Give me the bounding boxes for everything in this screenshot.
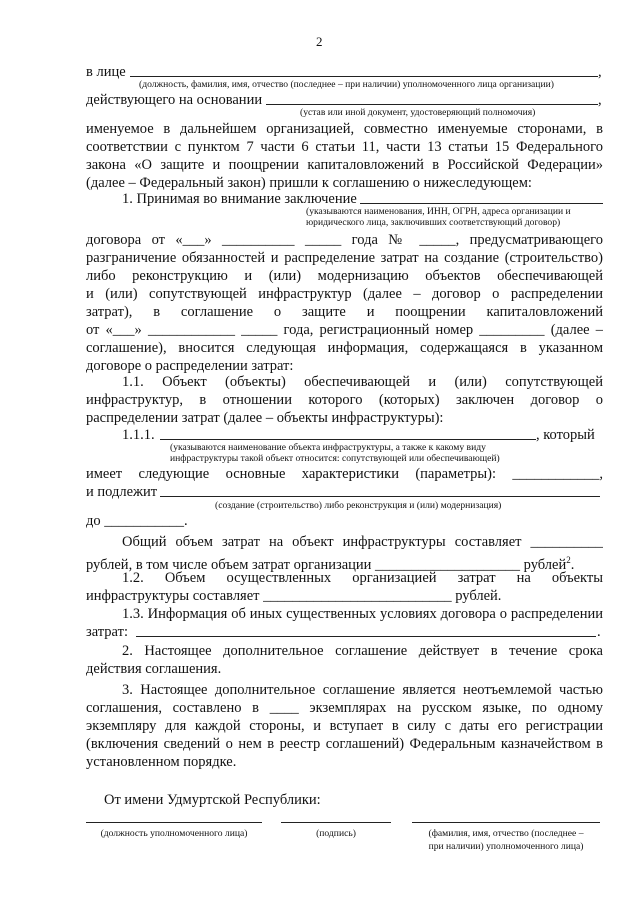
name-line	[412, 822, 600, 823]
represented-by-line	[130, 76, 598, 77]
p1-conclusion-line	[360, 203, 603, 204]
p3-line-4: (включения сведений о нем в реестр соглашений) Федеральным казначейством в	[86, 736, 603, 752]
p11-line-2: инфраструктур, в отношении которого (которых) заключен договор о	[86, 392, 603, 408]
intro-line-2: соответствии с пунктом 7 части 6 статьи 11, части 13 статьи 15 Федерального	[86, 139, 603, 155]
intro-line-1: именуемое в дальнейшем организацией, совместно именуемые сторонами, в	[86, 121, 603, 137]
p1-line-1: договора от «___» __________ _____ года № _____, предусматривающего	[86, 232, 603, 248]
represented-by-hint: (должность, фамилия, имя, отчество (последнее – при наличии) уполномоченного лица организации)	[139, 79, 554, 90]
p1-line-4: и (или) сопутствующей инфраструктур (далее – договор о распределении	[86, 286, 603, 302]
p111-until: до ___________.	[86, 513, 188, 529]
p1-line-7: соглашение), вносится следующая информация, содержащаяся в указанном	[86, 340, 603, 356]
page-number: 2	[316, 34, 323, 49]
p111-subject-line	[160, 496, 600, 497]
p111-hint-1: (указываются наименование объекта инфраструктуры, а также к какому виду	[170, 442, 486, 453]
on-behalf-label: От имени Удмуртской Республики:	[104, 792, 321, 808]
p13-line-2: затрат:	[86, 624, 128, 640]
p111-hint-2: инфраструктуры такой объект относится: сопутствующей или обеспечивающей)	[170, 453, 500, 464]
p111-subject-hint: (создание (строительство) либо реконструкция и (или) модернизация)	[215, 500, 502, 511]
represented-by-comma: ,	[598, 64, 602, 80]
p111-tail: , который	[536, 427, 595, 443]
represented-by-label: в лице	[86, 64, 126, 80]
p13-line-1: 1.3. Информация об иных существенных условиях договора о распределении	[122, 606, 603, 622]
p1-line-8: договоре о распределении затрат:	[86, 358, 294, 374]
p11-line-1: 1.1. Объект (объекты) обеспечивающей и (или) сопутствующей	[122, 374, 603, 390]
p13-line-2-end: .	[597, 624, 601, 640]
intro-line-4: (далее – Федеральный закон) пришли к соглашению о нижеследующем:	[86, 175, 532, 191]
p111-lead: 1.1.1.	[122, 427, 155, 443]
total-line-1: Общий объем затрат на объект инфраструктуры составляет __________	[122, 534, 603, 550]
p11-line-3: распределении затрат (далее – объекты инфраструктуры):	[86, 410, 444, 426]
p3-line-1: 3. Настоящее дополнительное соглашение является неотъемлемой частью	[122, 682, 603, 698]
position-line	[86, 822, 262, 823]
p3-line-3: экземпляру для каждой стороны, и вступает в силу с даты его регистрации	[86, 718, 603, 734]
p1-line-5: затрат), в соглашение о защите и поощрении капиталовложений	[86, 304, 603, 320]
name-hint-2: при наличии) уполномоченного лица)	[428, 841, 584, 852]
p1-line-3: либо реконструкцию и (или) модернизацию объектов обеспечивающей	[86, 268, 603, 284]
position-hint: (должность уполномоченного лица)	[100, 828, 248, 839]
p111-object-line	[160, 439, 536, 440]
acting-basis-hint: (устав или иной документ, удостоверяющий полномочия)	[300, 107, 536, 118]
p12-line-2: инфраструктуры составляет __________________________ рублей.	[86, 588, 502, 604]
p3-line-2: соглашения, составлено в ____ экземплярах на русском языке, по одному	[86, 700, 603, 716]
p111-subject-to: и подлежит	[86, 484, 158, 500]
signature-hint: (подпись)	[316, 828, 356, 839]
acting-basis-comma: ,	[598, 92, 602, 108]
acting-basis-line	[266, 104, 598, 105]
p1-lead: 1. Принимая во внимание заключение	[122, 191, 357, 207]
p1-line-2: разграничение обязанностей и распределение затрат на создание (строительство)	[86, 250, 603, 266]
p12-line-1: 1.2. Объем осуществленных организацией затрат на объекты	[122, 570, 603, 586]
name-hint-1: (фамилия, имя, отчество (последнее –	[428, 828, 584, 839]
total-line-2-text: рублей, в том числе объем затрат организации ____________________ рублей	[86, 556, 567, 573]
p2-line-2: действия соглашения.	[86, 661, 222, 677]
p1-line-6: от «___» ____________ _____ года, регистрационный номер _________ (далее –	[86, 322, 603, 338]
acting-basis-label: действующего на основании	[86, 92, 263, 108]
p13-info-line	[136, 636, 596, 637]
footnote-ref: 2	[566, 555, 571, 565]
total-line-2-end: .	[570, 556, 575, 573]
p1-hint-1: (указываются наименования, ИНН, ОГРН, адреса организации и	[306, 206, 571, 217]
p3-line-5: установленном порядке.	[86, 754, 237, 770]
p1-hint-2: юридического лица, заключивших соответствующий договор)	[306, 217, 561, 228]
intro-line-3: закона «О защите и поощрении капиталовложений в Российской Федерации»	[86, 157, 603, 173]
p111-characteristics: имеет следующие основные характеристики (параметры): ____________,	[86, 466, 603, 482]
signature-line	[281, 822, 391, 823]
p2-line-1: 2. Настоящее дополнительное соглашение действует в течение срока	[122, 643, 603, 659]
